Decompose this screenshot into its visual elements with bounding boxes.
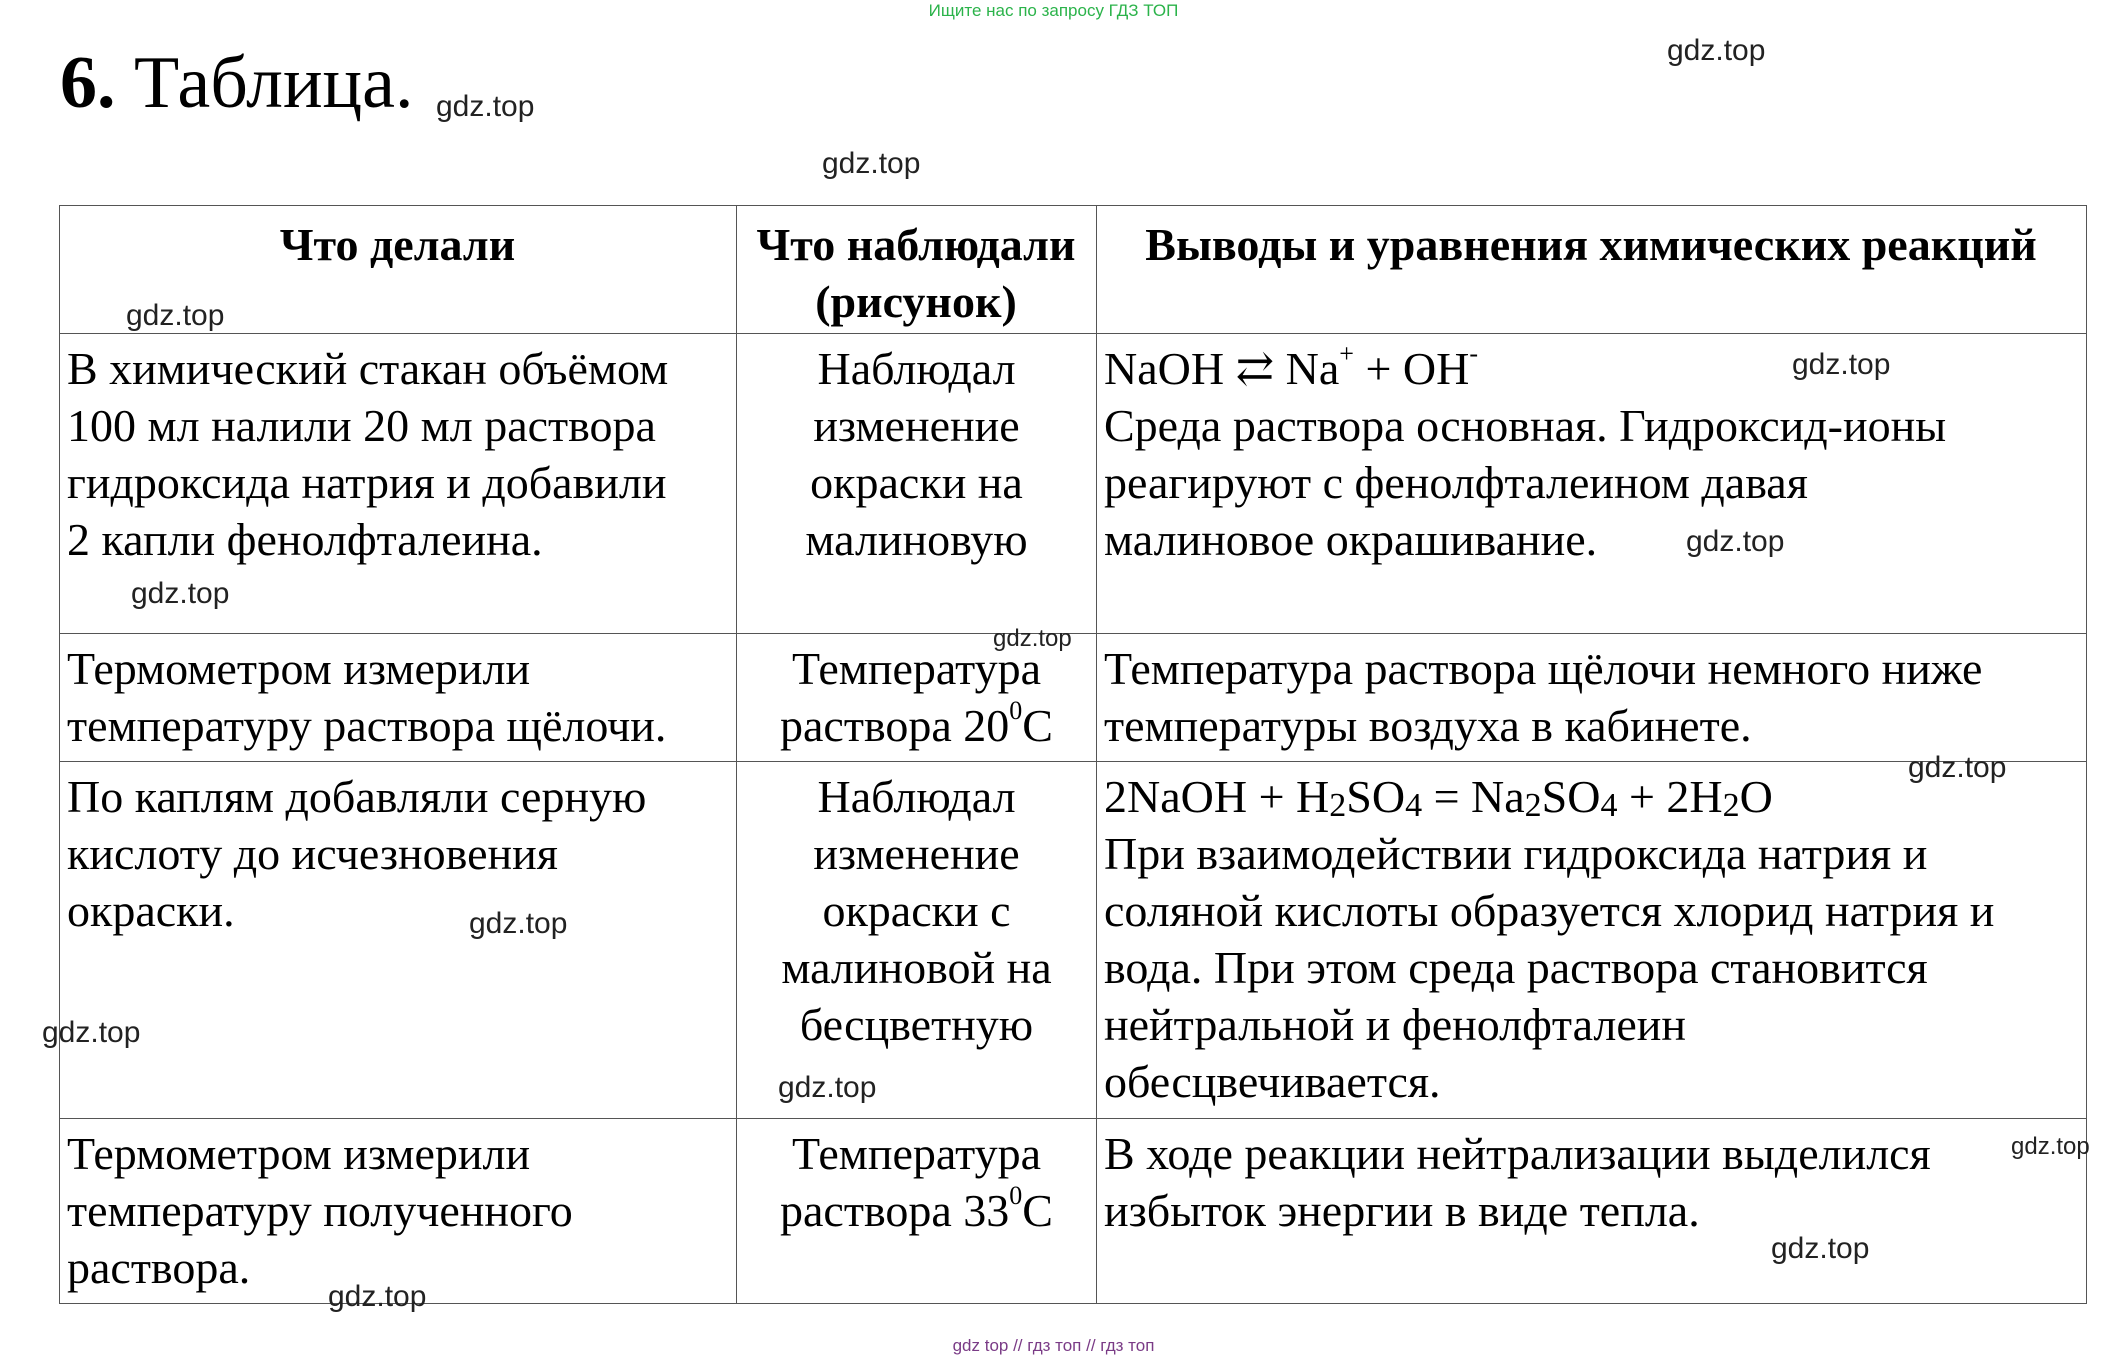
cell-did: В химический стакан объёмом 100 мл налили 20 мл раствора гидроксида натрия и добавили 2 капли фенолфталеина. xyxy=(60,334,737,634)
equation-neutralization: 2NaOH + $H_2SO_4 = Na_2SO_4 + 2H_2O$ xyxy=(1104,771,1773,824)
table-row xyxy=(60,334,2087,634)
page-title xyxy=(60,38,414,128)
watermark: gdz.top xyxy=(2011,1133,2090,1160)
cell-conclusion: В ходе реакции нейтрализации выделился избыток энергии в виде тепла. xyxy=(1097,1119,2087,1304)
cell-did: Термометром измерили температуру раствора щёлочи. xyxy=(60,634,737,762)
table-row xyxy=(60,1119,2087,1304)
cell-observed: Наблюдал изменение окраски с малиновой на бесцветную xyxy=(737,762,1097,1119)
top-banner: Ищите нас по запросу ГДЗ ТОП xyxy=(928,1,1179,20)
cell-observed: Температура раствора $20^0C$ xyxy=(737,634,1097,762)
task-number: 6. xyxy=(60,42,116,124)
watermark: gdz.top xyxy=(436,90,535,123)
header-what-did: Что делали xyxy=(60,206,737,334)
watermark: gdz.top xyxy=(131,577,230,610)
watermark: gdz.top xyxy=(1667,34,1766,67)
watermark: gdz.top xyxy=(1792,348,1891,381)
task-title: Таблица. xyxy=(134,42,414,124)
header-conclusions: Выводы и уравнения химических реакций xyxy=(1097,206,2087,334)
cell-did: Термометром измерили температуру полученного раствора. xyxy=(60,1119,737,1304)
header-what-observed: Что наблюдали (рисунок) xyxy=(737,206,1097,334)
watermark: gdz.top xyxy=(822,147,921,180)
results-table xyxy=(59,205,2087,1304)
watermark: gdz.top xyxy=(1771,1232,1870,1265)
table-row xyxy=(60,634,2087,762)
cell-conclusion: Температура раствора щёлочи немного ниже температуры воздуха в кабинете. xyxy=(1097,634,2087,762)
watermark: gdz.top xyxy=(469,907,568,940)
table-header-row xyxy=(60,206,2087,334)
watermark: gdz.top xyxy=(126,299,225,332)
watermark: gdz.top xyxy=(328,1280,427,1313)
watermark: gdz.top xyxy=(778,1071,877,1104)
cell-conclusion: 2NaOH + $H_2SO_4 = Na_2SO_4 + 2H_2O$ При взаимодействии гидроксида натрия и соляной кислоты образуется хлорид натрия и вода. При этом среда раствора становится нейтральной и фенолфталеин обесцвечивается. xyxy=(1097,762,2087,1119)
watermark: gdz.top xyxy=(993,625,1072,652)
watermark: gdz.top xyxy=(1686,525,1785,558)
watermark: gdz.top xyxy=(42,1016,141,1049)
footer: gdz top // гдз топ // гдз топ xyxy=(952,1336,1155,1355)
watermark: gdz.top xyxy=(1908,751,2007,784)
table-row xyxy=(60,762,2087,1119)
equation-dissociation: NaOH ⇄ Na+ + OH- xyxy=(1104,339,1479,394)
cell-conclusion: NaOH ⇄ Na+ + OH- Среда раствора основная. Гидроксид-ионы реагируют с фенолфталеином давая малиновое окрашивание. xyxy=(1097,334,2087,634)
cell-observed: Наблюдал изменение окраски на малиновую xyxy=(737,334,1097,634)
cell-did: По каплям добавляли серную кислоту до исчезновения окраски. xyxy=(60,762,737,1119)
cell-observed: Температура раствора $33^0C$ xyxy=(737,1119,1097,1304)
